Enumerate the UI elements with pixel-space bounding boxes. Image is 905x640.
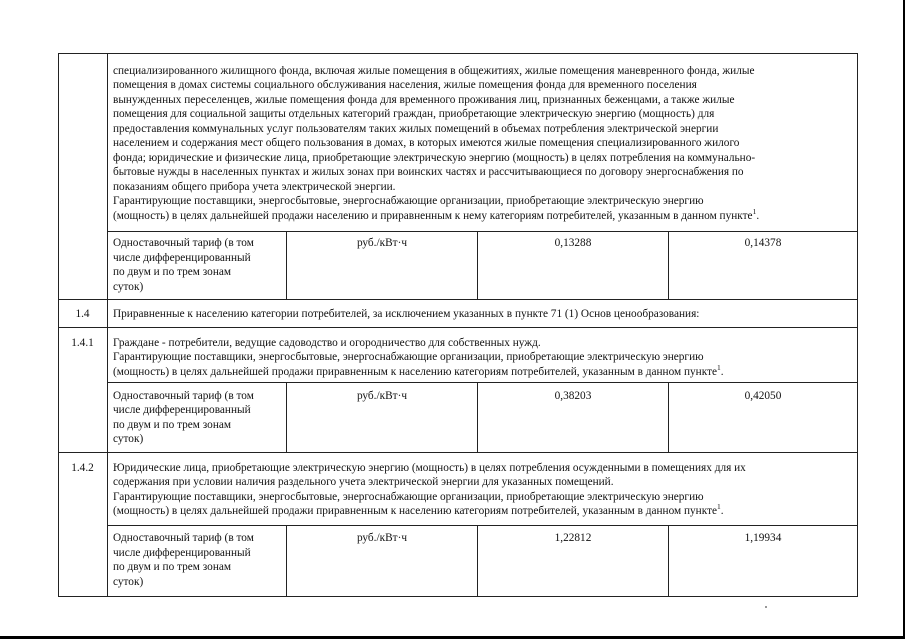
unit-cell: руб./кВт·ч (356, 532, 408, 544)
value-cell-1: 0,13288 (554, 237, 592, 249)
tariff-label-line: суток) (113, 433, 144, 445)
text-line: помещения в домах системы социального обслуживания населения, жилые помещения фонда для временного поселения (113, 79, 697, 91)
end-punct: . (720, 505, 724, 517)
value-cell-1: 0,38203 (554, 390, 592, 402)
text-line: бытовые нужды в населенных пунктах и жилых зонах при воинских частях и рассчитывающиеся по договору энергоснабжения по (113, 166, 744, 178)
text-line: Гарантирующие поставщики, энергосбытовые, энергоснабжающие организации, приобретающие электрическую энергию (113, 491, 704, 503)
rule (107, 231, 858, 232)
tariff-label-line: Одноставочный тариф (в том (113, 390, 254, 402)
row-number: 1.4.1 (71, 337, 94, 349)
row-text: Приравненные к населению категории потребителей, за исключением указанных в пункте 71 (1) Основ ценообразования: (113, 308, 700, 320)
footnote-mark: 1 (752, 207, 757, 217)
tariff-label-line: Одноставочный тариф (в том (113, 237, 254, 249)
value-cell-2: 0,14378 (744, 237, 782, 249)
text-line: Граждане - потребители, ведущие садоводство и огородничество для собственных нужд. (113, 337, 541, 349)
row-number: 1.4.2 (71, 462, 94, 474)
tariff-label-line: числе дифференцированный (113, 252, 251, 264)
tariff-label-line: числе дифференцированный (113, 547, 251, 559)
rule (58, 53, 858, 54)
rule (107, 382, 858, 383)
footnote-mark: 1 (717, 363, 721, 373)
rule (107, 525, 858, 526)
text-span: (мощность) в целях дальнейшей продажи приравненным к населению категориям потребителей, указанным в данном пункте (113, 505, 718, 517)
rule (58, 452, 858, 453)
rule (857, 53, 858, 597)
text-line: Гарантирующие поставщики, энергосбытовые, энергоснабжающие организации, приобретающие электрическую энергию (113, 351, 704, 363)
value-cell-2: 0,42050 (744, 390, 782, 402)
unit-cell: руб./кВт·ч (356, 237, 408, 249)
text-line (113, 365, 724, 380)
text-line: специализированного жилищного фонда, включая жилые помещения в общежитиях, жилые помещения маневренного фонда, жилые (113, 65, 755, 77)
tariff-label-line: по двум и по трем зонам (113, 419, 232, 431)
text-line: фонда; юридические и физические лица, приобретающие электрическую энергию (мощность) в целях потребления на коммунально- (113, 152, 756, 164)
text-line: предоставления коммунальных услуг пользователям таких жилых помещений в объемах потребления электрической энергии (113, 123, 719, 135)
text-line: помещения для социальной защиты отдельных категорий граждан, приобретающие электрическую энергию (мощность) для (113, 108, 715, 120)
rule (58, 327, 858, 328)
text-line: показаниям общего прибора учета электрической энергии. (113, 181, 396, 193)
rule (58, 299, 858, 300)
tariff-label-line: по двум и по трем зонам (113, 266, 232, 278)
value-cell-1: 1,22812 (554, 532, 592, 544)
tariff-label-line: суток) (113, 576, 144, 588)
tariff-label-line: по двум и по трем зонам (113, 561, 232, 573)
text-line (113, 504, 724, 519)
text-span: (мощность) в целях дальнейшей продажи приравненным к населению категориям потребителей, указанным в данном пункте (113, 366, 718, 378)
end-punct: . (756, 210, 760, 222)
tariff-label-line: числе дифференцированный (113, 404, 251, 416)
text-line: Юридические лица, приобретающие электрическую энергию (мощность) в целях потребления осужденными в помещениях для их (113, 462, 746, 474)
text-line: вынужденных переселенцев, жилые помещения фонда для временного проживания лиц, признанных беженцами, а также жилые (113, 94, 735, 106)
scan-speck (765, 606, 767, 608)
rule (58, 596, 858, 597)
row-number: 1.4 (75, 308, 90, 320)
text-line: населением и содержания мест общего пользования в домах, в которых имеются жилые помещения специализированного жилого (113, 137, 740, 149)
end-punct: . (720, 366, 724, 378)
text-line: Гарантирующие поставщики, энергосбытовые, энергоснабжающие организации, приобретающие электрическую энергию (113, 195, 704, 207)
tariff-label-line: суток) (113, 281, 144, 293)
rule (58, 53, 59, 597)
tariff-label-line: Одноставочный тариф (в том (113, 532, 254, 544)
text-line: содержания при условии наличия раздельного учета электрической энергии для указанных помещений. (113, 476, 614, 488)
unit-cell: руб./кВт·ч (356, 390, 408, 402)
rule (107, 53, 108, 597)
text-span: (мощность) в целях дальнейшей продажи населению и приравненным к нему категориям потребителей, указанным в данном пункте (113, 210, 753, 222)
value-cell-2: 1,19934 (744, 532, 782, 544)
footnote-mark: 1 (717, 502, 721, 512)
text-line (113, 209, 759, 224)
